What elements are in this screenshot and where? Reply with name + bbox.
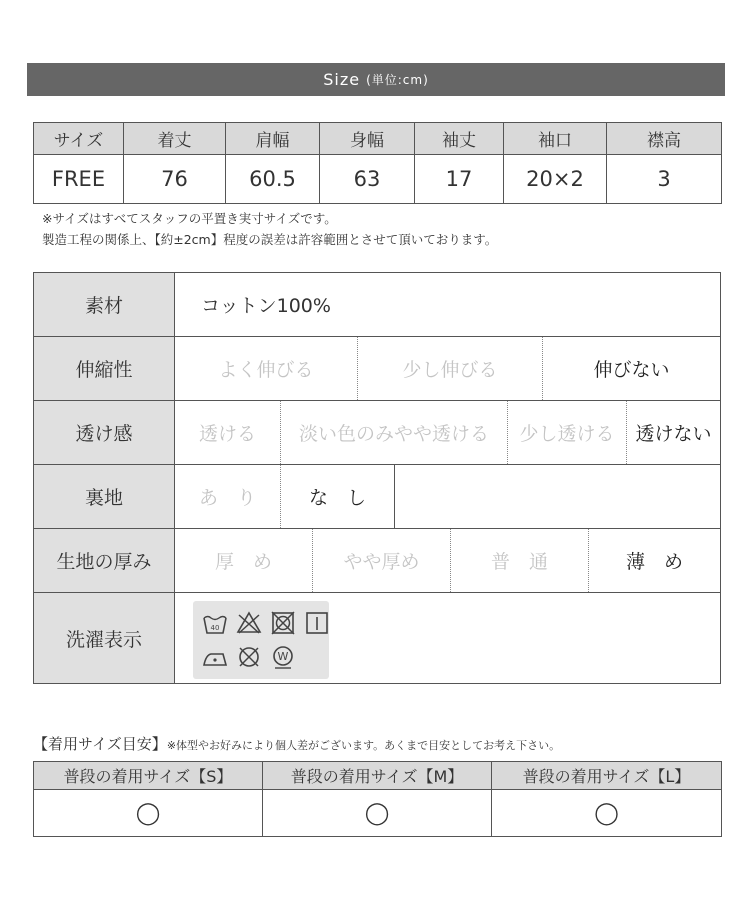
- svg-text:40: 40: [210, 624, 220, 632]
- spec-row-stretch: [34, 336, 720, 400]
- stretch-option: よく伸びる: [175, 337, 358, 400]
- sheer-option: 淡い色のみやや透ける: [281, 401, 508, 464]
- no-bleach-icon: [235, 609, 263, 637]
- iron-low-icon: [201, 643, 229, 671]
- no-tumble-dry-icon: [269, 609, 297, 637]
- size-header-bar: [27, 63, 725, 96]
- stretch-option-selected: 伸びない: [593, 359, 670, 381]
- lining-option: あ り: [175, 465, 281, 528]
- wet-clean-icon: [269, 643, 297, 671]
- fit-guide-table: [33, 761, 722, 837]
- fit-guide-title: [33, 733, 560, 754]
- sheer-option-selected: 透けない: [635, 423, 712, 445]
- size-header-cell: 襟高: [607, 123, 722, 155]
- size-value-cell: 17: [415, 155, 504, 204]
- sheer-option: 透ける: [175, 401, 281, 464]
- wash-40-icon: [201, 609, 229, 637]
- fit-guide-value-row: [34, 790, 722, 837]
- size-header-cell: 袖丈: [415, 123, 504, 155]
- fit-header-cell: 普段の着用サイズ【S】: [34, 762, 263, 790]
- fit-mark-circle: ◯: [492, 790, 722, 837]
- size-value-cell: 76: [124, 155, 226, 204]
- size-value-cell: FREE: [34, 155, 124, 204]
- spec-label: 伸縮性: [34, 337, 175, 400]
- thickness-option: 普 通: [451, 529, 589, 592]
- lining-empty: [395, 465, 720, 528]
- care-label-panel: [193, 601, 329, 679]
- spec-row-lining: [34, 464, 720, 528]
- material-value: コットン100%: [201, 295, 331, 317]
- spec-row-sheer: [34, 400, 720, 464]
- thickness-option: 厚 め: [175, 529, 313, 592]
- fit-guide-note: ※体型やお好みにより個人差がございます。あくまで目安としてお考え下さい。: [166, 739, 561, 752]
- svg-text:W: W: [277, 650, 289, 663]
- spec-label: 生地の厚み: [34, 529, 175, 592]
- fit-mark-circle: ◯: [34, 790, 263, 837]
- size-table-header-row: [34, 123, 722, 155]
- size-header-cell: 袖口: [504, 123, 607, 155]
- thickness-option: やや厚め: [313, 529, 451, 592]
- size-value-cell: 3: [607, 155, 722, 204]
- size-note-1: ※サイズはすべてスタッフの平置き実寸サイズです。: [42, 211, 337, 226]
- size-value-cell: 63: [320, 155, 415, 204]
- fit-guide-header-row: [34, 762, 722, 790]
- line-dry-icon: [303, 609, 331, 637]
- size-note-2: 製造工程の関係上、【約±2cm】程度の誤差は許容範囲とさせて頂いております。: [42, 232, 498, 247]
- spec-label: 透け感: [34, 401, 175, 464]
- fit-header-cell: 普段の着用サイズ【M】: [263, 762, 492, 790]
- spec-label: 洗濯表示: [34, 593, 175, 683]
- size-header-unit: (単位:cm): [366, 73, 429, 87]
- size-header-cell: 身幅: [320, 123, 415, 155]
- spec-table: [33, 272, 721, 684]
- spec-row-material: [34, 273, 720, 336]
- size-header-cell: 肩幅: [226, 123, 320, 155]
- spec-label: 裏地: [34, 465, 175, 528]
- size-value-cell: 20×2: [504, 155, 607, 204]
- fit-guide-heading: 【着用サイズ目安】: [33, 735, 167, 753]
- spec-row-thickness: [34, 528, 720, 592]
- sheer-option: 少し透ける: [508, 401, 627, 464]
- fit-header-cell: 普段の着用サイズ【L】: [492, 762, 722, 790]
- size-header-cell: 着丈: [124, 123, 226, 155]
- stretch-option: 少し伸びる: [358, 337, 543, 400]
- size-table-value-row: [34, 155, 722, 204]
- size-value-cell: 60.5: [226, 155, 320, 204]
- size-header-title: Size: [323, 70, 361, 89]
- lining-option-selected: な し: [281, 465, 395, 528]
- size-header-cell: サイズ: [34, 123, 124, 155]
- thickness-option-selected: 薄 め: [625, 551, 683, 573]
- spec-label: 素材: [34, 273, 175, 336]
- no-dry-clean-icon: [235, 643, 263, 671]
- size-table: [33, 122, 722, 204]
- spec-row-care: [34, 592, 720, 683]
- fit-mark-circle: ◯: [263, 790, 492, 837]
